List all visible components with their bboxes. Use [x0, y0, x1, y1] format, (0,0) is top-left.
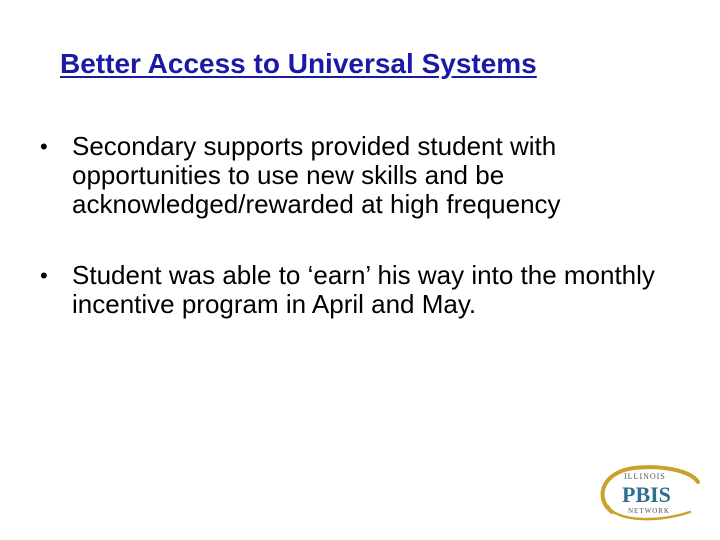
- logo-main-text: PBIS: [622, 482, 671, 507]
- bullet-text: Secondary supports provided student with opportunities to use new skills and be acknowledged/rewarded at high frequency: [72, 131, 561, 219]
- bullet-item: [0, 132, 720, 219]
- logo-top-text: ILLINOIS: [624, 472, 666, 481]
- logo-bottom-text: NETWORK: [628, 507, 670, 515]
- bullet-marker: •: [40, 263, 48, 288]
- bullet-marker: •: [40, 134, 48, 159]
- bullet-item: [0, 261, 720, 319]
- slide-title: Better Access to Universal Systems: [60, 48, 537, 79]
- bullet-list: [0, 132, 720, 361]
- illinois-pbis-network-logo: [594, 462, 704, 524]
- bullet-text: Student was able to ‘earn’ his way into the monthly incentive program in April and May.: [72, 260, 655, 319]
